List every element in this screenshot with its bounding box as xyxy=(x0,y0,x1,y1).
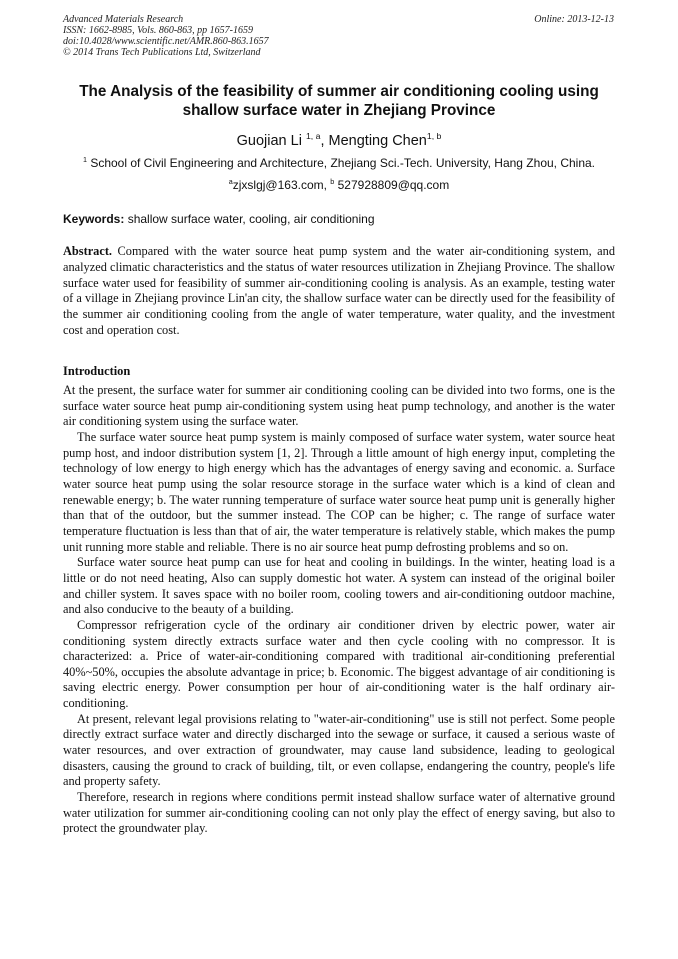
paper-title: The Analysis of the feasibility of summer air conditioning cooling using shallow surface water in Zhejiang Province xyxy=(79,83,599,119)
journal-name: Advanced Materials Research xyxy=(63,14,184,25)
email-marker: a xyxy=(228,177,233,186)
author-line xyxy=(0,132,678,150)
copyright-line: © 2014 Trans Tech Publications Ltd, Switzerland xyxy=(63,47,261,58)
author-name: Mengting Chen xyxy=(328,133,427,149)
doi-line: doi:10.4028/www.scientific.net/AMR.860-863.1657 xyxy=(63,36,269,47)
introduction-body xyxy=(63,383,615,837)
email-address: 527928809@qq.com xyxy=(334,178,450,192)
body-paragraph: The surface water source heat pump system is mainly composed of surface water system, water source heat pump host, and indoor distribution system [1, 2]. Through a little amount of high energy input, completing the technology of low energy to high energy which has the advantages of energy saving and economic. a. Surface water source heat pump using the solar resource storage in the surface water which is a kind of clean and renewable energy; b. The water running temperature of surface water source heat pump unit is generally higher than that of the outdoor, but the summer instead. The COP can be higher; c. The range of surface water temperature fluctuation is less than that of air, the water temperature is relatively stable, which makes the pump unit running more stable and reliable. There is no air source heat pump defrosting problems and so on. xyxy=(63,429,615,554)
author-affiliation-marker: 1, a xyxy=(305,131,321,142)
issn-line: ISSN: 1662-8985, Vols. 860-863, pp 1657-1659 xyxy=(63,25,253,36)
body-paragraph: Surface water source heat pump can use for heat and cooling in buildings. In the winter, heating load is a little or do not need heating, Also can supply domestic hot water. A system can instead of the original boiler and chiller system. It saves space with no boiler room, cooling towers and air-conditioning outdoor machine, and also conducive to the beauty of a building. xyxy=(63,555,615,617)
keywords-text: shallow surface water, cooling, air conditioning xyxy=(124,212,375,226)
email-line xyxy=(0,178,678,193)
abstract-label: Abstract. xyxy=(63,244,113,258)
body-paragraph: At the present, the surface water for summer air conditioning cooling can be divided into two forms, one is the surface water source heat pump air-conditioning system using heat pump technology, and another is the water air conditioning system using the surface water. xyxy=(63,383,615,429)
email-marker: b xyxy=(330,177,335,186)
email-address: zjxslgj@163.com, xyxy=(232,178,331,192)
keywords xyxy=(63,212,615,227)
keywords-label: Keywords: xyxy=(63,212,125,226)
journal-header xyxy=(63,14,423,58)
body-paragraph: Therefore, research in regions where conditions permit instead shallow surface water of alternative ground water utilization for summer air-conditioning cooling can not only play the effect of energy saving, but also to protect the groundwater play. xyxy=(63,790,615,836)
affiliation-text: School of Civil Engineering and Architecture, Zhejiang Sci.-Tech. University, Hang Zhou, China. xyxy=(86,156,596,170)
author-affiliation-marker: 1, b xyxy=(426,131,442,142)
author-name: Guojian Li xyxy=(236,133,306,149)
body-paragraph: Compressor refrigeration cycle of the ordinary air conditioner driven by electric power, water air conditioning system directly extracts surface water and then cycle cooling with no compressor. It is characterized: a. Price of water-air-conditioning compared with traditional air-conditioning preferential 40%~50%, occupies the absolute advantage in price; b. Economic. The biggest advantage of air conditioning is saving electric energy. Power consumption per hour of air-conditioning water is the half ordinary air-conditioning. xyxy=(63,617,615,711)
affiliation-marker: 1 xyxy=(82,155,87,164)
author-separator: , xyxy=(320,133,329,149)
online-date: Online: 2013-12-13 xyxy=(534,14,614,25)
abstract xyxy=(63,244,615,339)
abstract-text: Compared with the water source heat pump system and the water air-conditioning system, and analyzed climatic characteristics and the status of water resources utilization in Zhejiang Province. The shallow surface water used for feasibility of summer air-conditioning cooling is analysis. As an example, testing water of a village in Zhejiang province Lin'an city, the shallow surface water can be directly used for the feasibility of the summer air conditioning cooling from the angle of water temperature, water quality, and the investment cost and operation cost. xyxy=(63,244,615,337)
affiliation xyxy=(0,156,678,171)
body-paragraph: At present, relevant legal provisions relating to "water-air-conditioning" use is still not perfect. Some people directly extract surface water and directly discharged into the sewage or surface, it caused a serious waste of water resources, and over extraction of groundwater, may cause land subsidence, leading to geological disasters, causing the ground to crack of building, tilt, or even collapse, endangering the country, people's life and property safety. xyxy=(63,711,615,789)
section-heading-introduction: Introduction xyxy=(63,364,131,378)
